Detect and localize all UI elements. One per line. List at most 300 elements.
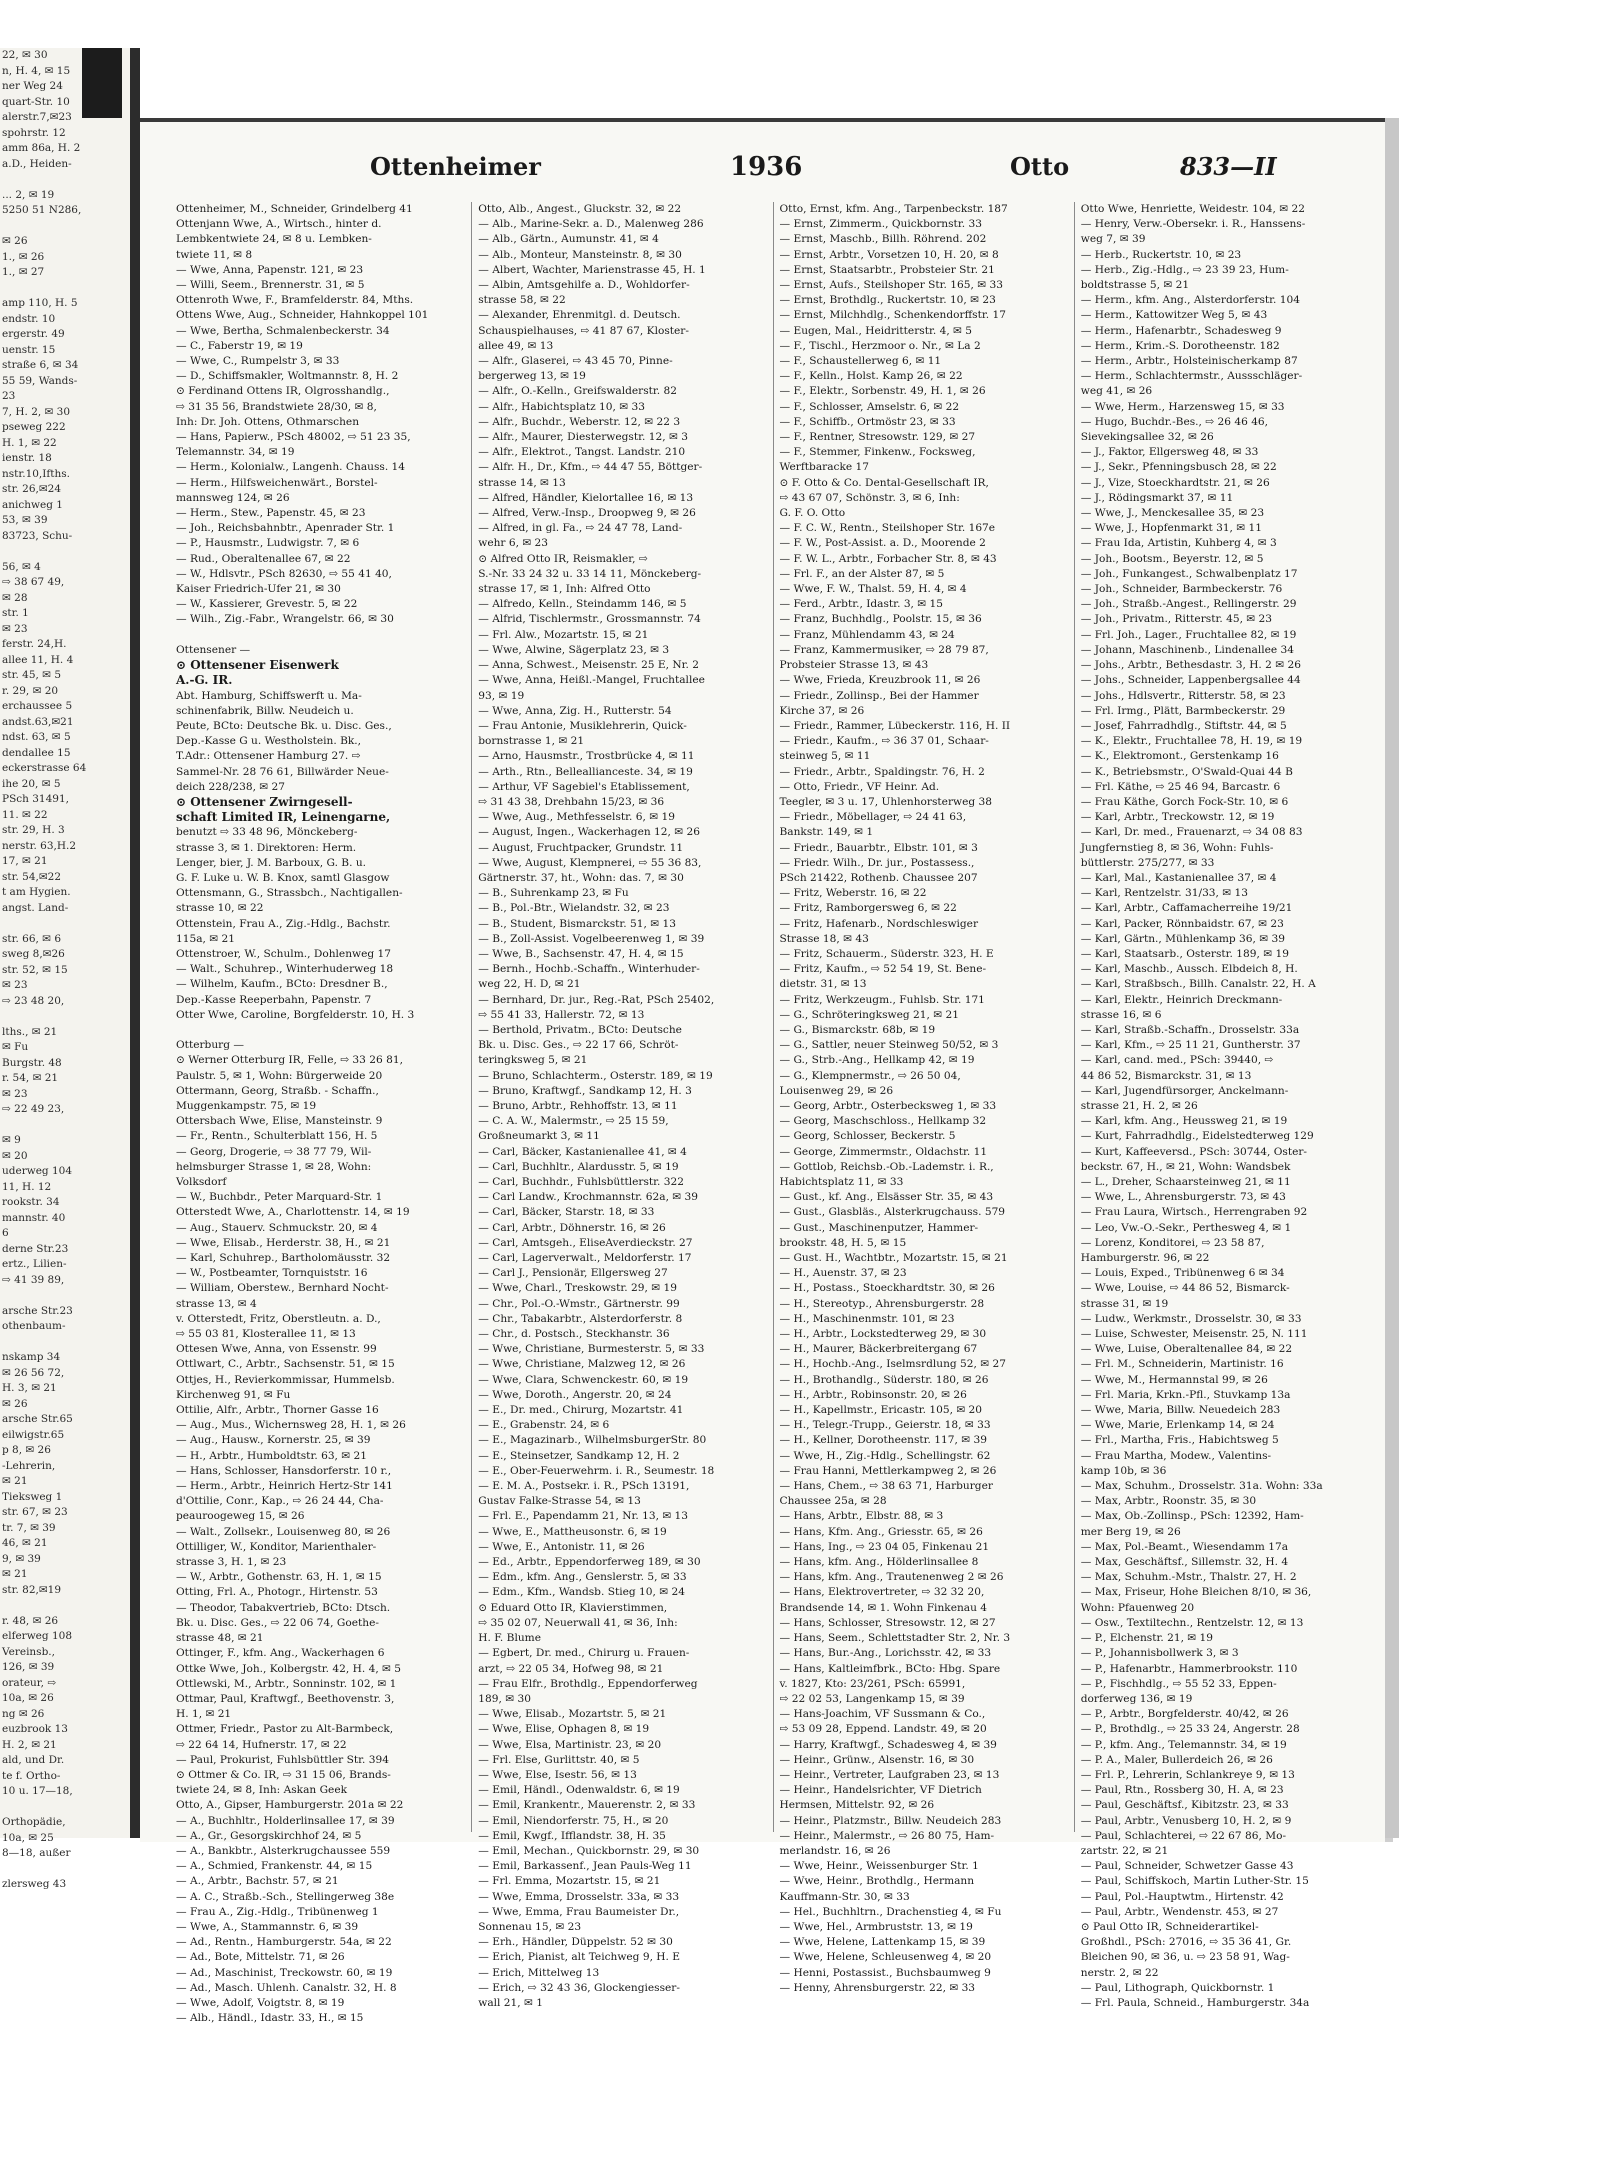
- fragment-line: rookstr. 34: [2, 1196, 60, 1208]
- fragment-line: Orthopädie,: [2, 1816, 66, 1828]
- directory-entry: — F., Schaustellerweg 6, ✉ 11: [779, 355, 942, 368]
- directory-entry: Kaiser Friedrich-Ufer 21, ✉ 30: [176, 583, 341, 596]
- directory-entry: Teegler, ✉ 3 u. 17, Uhlenhorsterweg 38: [779, 795, 992, 808]
- directory-entry: — Ad., Maschinist, Treckowstr. 60, ✉ 19: [176, 1966, 393, 1979]
- directory-entry: — Carl, Bäcker, Kastanienallee 41, ✉ 4: [478, 1145, 687, 1158]
- directory-entry: — Herb., Zig.-Hdlg., ⇨ 23 39 23, Hum-: [1080, 263, 1289, 276]
- directory-entry: — Hans, Elektrovertreter, ⇨ 32 32 20,: [779, 1586, 985, 1599]
- directory-entry: mannsweg 124, ✉ 26: [176, 491, 290, 504]
- directory-entry: — A., Arbtr., Bachstr. 57, ✉ 21: [176, 1875, 339, 1888]
- fragment-line: 83723, Schu-: [2, 529, 73, 542]
- fragment-line: othenbaum-: [2, 1320, 66, 1332]
- directory-entry: — Chr., Pol.-O.-Wmstr., Gärtnerstr. 99: [478, 1297, 680, 1310]
- directory-entry: Werftbaracke 17: [779, 461, 869, 474]
- fragment-line: Vereinsb.,: [2, 1645, 55, 1658]
- fragment-line: te f. Ortho-: [2, 1769, 61, 1782]
- directory-entry: — H., Stereotyp., Ahrensburgerstr. 28: [779, 1297, 985, 1310]
- fragment-line: a.D., Heiden-: [2, 157, 72, 170]
- directory-entry: — Hans, Kfm. Ang., Griesstr. 65, ✉ 26: [779, 1525, 983, 1538]
- directory-entry: — Ernst, Maschb., Billh. Röhrend. 202: [779, 233, 987, 246]
- directory-entry: — Frl. Else, Gurlittstr. 40, ✉ 5: [478, 1753, 640, 1766]
- directory-entry: ⊙ Paul Otto IR, Schneiderartikel-: [1080, 1920, 1259, 1933]
- directory-entry: — Frl. Maria, Krkn.-Pfl., Stuvkamp 13a: [1080, 1388, 1291, 1401]
- directory-entry: — Gust. H., Wachtbtr., Mozartstr. 15, ✉ 21: [779, 1252, 1008, 1265]
- directory-entry: ⊙ Ferdinand Ottens IR, Olgrosshandlg.,: [176, 385, 390, 398]
- directory-entry: — Carl, Buchhltr., Alardusstr. 5, ✉ 19: [478, 1160, 679, 1173]
- directory-entry: — H., Kapellmstr., Ericastr. 105, ✉ 20: [779, 1404, 983, 1417]
- directory-entry: — F. W. L., Arbtr., Forbacher Str. 8, ✉ 43: [779, 552, 997, 565]
- directory-entry: bornstrasse 1, ✉ 21: [478, 735, 585, 748]
- directory-entry: Lembkentwiete 24, ✉ 8 u. Lembken-: [176, 233, 372, 246]
- page-header: [170, 152, 1355, 192]
- directory-entry: — Hans, Ing., ⇨ 23 04 05, Finkenau 21: [779, 1540, 990, 1553]
- directory-entry: — Karl, Arbtr., Caffamacherreihe 19/21: [1080, 902, 1293, 915]
- fragment-line: amm 86a, H. 2: [2, 142, 81, 154]
- directory-entry: — Gust., Maschinenputzer, Hammer-: [779, 1221, 979, 1234]
- directory-entry: — Hel., Buchhltrn., Drachenstieg 4, ✉ Fu: [779, 1905, 1002, 1918]
- directory-entry: schaft Limited IR, Leinengarne,: [176, 810, 391, 825]
- directory-entry: Ottens Wwe, Aug., Schneider, Hahnkoppel 101: [176, 309, 429, 322]
- directory-entry: — Alfr., Buchdr., Weberstr. 12, ✉ 22 3: [478, 415, 681, 428]
- fragment-line: [0, 1118, 130, 1134]
- directory-entry: — Frl. Emma, Mozartstr. 15, ✉ 21: [478, 1875, 661, 1888]
- directory-entry: — Frl. Paula, Schneid., Hamburgerstr. 34a: [1080, 1996, 1310, 2009]
- fragment-line: H. 2, ✉ 21: [2, 1738, 57, 1751]
- directory-entry: H. 1, ✉ 21: [176, 1708, 232, 1721]
- directory-entry: — Alfred, Händler, Kielortallee 16, ✉ 13: [478, 491, 694, 504]
- header-year: 1936: [730, 152, 803, 182]
- directory-entry: — Paul, Arbtr., Venusberg 10, H. 2, ✉ 9: [1080, 1814, 1292, 1827]
- directory-entry: — Albert, Wachter, Marienstrasse 45, H. 1: [478, 263, 706, 276]
- directory-entry: — Herb., Ruckertstr. 10, ✉ 23: [1080, 248, 1242, 261]
- previous-page-fragment: [0, 48, 140, 1890]
- directory-entry: Ottilliger, W., Konditor, Marienthaler-: [176, 1540, 377, 1553]
- fragment-line: 5250 51 N286,: [2, 204, 82, 216]
- fragment-line: str. 54,✉22: [2, 870, 62, 883]
- directory-entry: — Heinr., Grünw., Alsenstr. 16, ✉ 30: [779, 1753, 975, 1766]
- directory-entry: — H., Telegr.-Trupp., Geierstr. 18, ✉ 33: [779, 1419, 991, 1432]
- directory-entry: — Kurt, Fahrradhdlg., Eidelstedterweg 129: [1080, 1130, 1314, 1143]
- fragment-line: quart-Str. 10: [2, 95, 70, 108]
- directory-entry: — Frl. F., an der Alster 87, ✉ 5: [779, 567, 945, 580]
- directory-entry: — A. C., Straßb.-Sch., Stellingerweg 38e: [176, 1890, 395, 1903]
- fragment-line: angst. Land-: [2, 901, 69, 914]
- directory-entry: — Karl, Elektr., Heinrich Dreckmann-: [1080, 993, 1283, 1006]
- directory-entry: — Aug., Hausw., Kornerstr. 25, ✉ 39: [176, 1434, 371, 1447]
- directory-entry: Sievekingsallee 32, ✉ 26: [1080, 431, 1214, 444]
- directory-entry: — P. A., Maler, Bullerdeich 26, ✉ 26: [1080, 1753, 1273, 1766]
- directory-entry: arzt, ⇨ 22 05 34, Hofweg 98, ✉ 21: [478, 1662, 664, 1675]
- directory-entry: — Gust., kf. Ang., Elsässer Str. 35, ✉ 43: [779, 1191, 994, 1204]
- directory-entry: — Erich, Mittelweg 13: [478, 1966, 600, 1979]
- directory-entry: — Karl, Packer, Rönnbaidstr. 67, ✉ 23: [1080, 917, 1284, 930]
- directory-entry: Dep.-Kasse G u. Westholstein. Bk.,: [176, 735, 362, 748]
- directory-entry: Ottenroth Wwe, F., Bramfelderstr. 84, Mths.: [176, 294, 414, 307]
- directory-entry: — Wwe, Elisab., Herderstr. 38, H., ✉ 21: [176, 1236, 391, 1249]
- directory-entry: — Frau Laura, Wirtsch., Herrengraben 92: [1080, 1206, 1308, 1219]
- directory-entry: — Hans, Schlosser, Stresowstr. 12, ✉ 27: [779, 1616, 996, 1629]
- directory-entry: nerstr. 2, ✉ 22: [1080, 1966, 1159, 1979]
- directory-entry: — H., Maurer, Bäckerbreitergang 67: [779, 1343, 978, 1356]
- directory-entry: — Egbert, Dr. med., Chirurg u. Frauen-: [478, 1647, 690, 1660]
- directory-entry: — Hans, kfm. Ang., Hölderlinsallee 8: [779, 1556, 979, 1569]
- directory-entry: — E., Steinsetzer, Sandkamp 12, H. 2: [478, 1449, 680, 1462]
- directory-entry: — Karl, Mal., Kastanienallee 37, ✉ 4: [1080, 871, 1277, 884]
- directory-entry: Sonnenau 15, ✉ 23: [478, 1920, 582, 1933]
- fragment-line: 11, H. 12: [2, 1180, 52, 1193]
- directory-entry: — Carl, Buchhdr., Fuhlsbüttlerstr. 322: [478, 1176, 684, 1188]
- directory-entry: — Karl, Maschb., Aussch. Elbdeich 8, H.: [1080, 963, 1298, 976]
- directory-entry: Ottmar, Paul, Kraftwgf., Beethovenstr. 3,: [176, 1692, 395, 1705]
- directory-entry: — Wwe, Emma, Drosselstr. 33a, ✉ 33: [478, 1890, 680, 1903]
- fragment-line: [0, 172, 130, 188]
- directory-entry: — Osw., Textiltechn., Rentzelstr. 12, ✉ 13: [1080, 1616, 1304, 1629]
- fragment-line: r. 29, ✉ 20: [2, 684, 59, 697]
- fragment-line: Tieksweg 1: [2, 1490, 63, 1503]
- directory-entry: — Frl. Joh., Lager., Fruchtallee 82, ✉ 19: [1080, 628, 1297, 641]
- directory-entry: — Gust., Glasbläs., Alsterkrugchauss. 579: [779, 1206, 1006, 1219]
- directory-entry: — G., Bismarckstr. 68b, ✉ 19: [779, 1023, 936, 1036]
- fragment-line: ✉ 28: [2, 591, 28, 604]
- directory-column-2: [471, 202, 772, 2009]
- directory-entry: — Gottlob, Reichsb.-Ob.-Lademstr. i. R.,: [779, 1160, 994, 1173]
- directory-entry: — K., Betriebsmstr., O'Swald-Quai 44 B: [1080, 765, 1293, 778]
- directory-entry: — Bruno, Kraftwgf., Sandkamp 12, H. 3: [478, 1084, 692, 1097]
- directory-entry: strasse 31, ✉ 19: [1080, 1297, 1169, 1310]
- directory-entry: Otterstedt Wwe, A., Charlottenstr. 14, ✉ 19: [176, 1206, 410, 1219]
- directory-entry: — Theodor, Tabakvertrieb, BCto: Dtsch.: [176, 1601, 391, 1614]
- directory-entry: ⇨ 31 35 56, Brandstwiete 28/30, ✉ 8,: [176, 400, 377, 413]
- directory-entry: — Ernst, Zimmerm., Quickbornstr. 33: [779, 218, 982, 231]
- directory-entry: wall 21, ✉ 1: [478, 1996, 543, 2009]
- fragment-line: straße 6, ✉ 34: [2, 359, 79, 371]
- directory-entry: Paulstr. 5, ✉ 1, Wohn: Bürgerweide 20: [176, 1069, 383, 1082]
- directory-entry: — G., Schröteringksweg 21, ✉ 21: [779, 1008, 959, 1021]
- fragment-line: [0, 1288, 130, 1304]
- directory-entry: — William, Oberstew., Bernhard Nocht-: [176, 1282, 389, 1295]
- fragment-line: 22, ✉ 30: [2, 49, 48, 61]
- directory-entry: — H., Arbtr., Humboldtstr. 63, ✉ 21: [176, 1449, 368, 1462]
- directory-entry: — Wwe, Frieda, Kreuzbrook 11, ✉ 26: [779, 674, 981, 687]
- directory-entry: — Joh., Straßb.-Angest., Rellingerstr. 29: [1080, 598, 1297, 611]
- fragment-line: nskamp 34: [2, 1351, 61, 1363]
- directory-entry: — Wwe, Heinr., Brothdlg., Hermann: [779, 1875, 975, 1888]
- fragment-line: 11. ✉ 22: [2, 808, 48, 821]
- fragment-line: 46, ✉ 21: [2, 1537, 48, 1549]
- directory-entry: Louisenweg 29, ✉ 26: [779, 1084, 894, 1097]
- fragment-line: 10a, ✉ 26: [2, 1692, 54, 1704]
- directory-entry: — Hans, Seem., Schlettstadter Str. 2, Nr. 3: [779, 1632, 1011, 1645]
- fragment-line: ✉ 9: [2, 1134, 21, 1146]
- fragment-line: 6: [2, 1227, 9, 1239]
- directory-entry: G. F. O. Otto: [779, 507, 846, 520]
- fragment-line: amp 110, H. 5: [2, 297, 78, 309]
- fragment-line: Burgstr. 48: [2, 1056, 62, 1069]
- directory-entry: — Karl, Rentzelstr. 31/33, ✉ 13: [1080, 887, 1249, 900]
- directory-entry: S.-Nr. 33 24 32 u. 33 14 11, Mönckeberg-: [478, 567, 702, 580]
- page-edge: [1385, 118, 1399, 1838]
- directory-entry: — Hans, Arbtr., Elbstr. 88, ✉ 3: [779, 1510, 944, 1523]
- fragment-line: 8—18, außer: [2, 1847, 71, 1859]
- directory-entry: steinweg 5, ✉ 11: [779, 750, 871, 763]
- directory-entry: Chaussee 25a, ✉ 28: [779, 1495, 887, 1508]
- directory-entry: — H., Arbtr., Robinsonstr. 20, ✉ 26: [779, 1388, 967, 1401]
- directory-entry: — Joh., Bootsm., Beyerstr. 12, ✉ 5: [1080, 552, 1264, 565]
- directory-entry: 44 86 52, Bismarckstr. 31, ✉ 13: [1080, 1069, 1252, 1082]
- directory-entry: — Emil, Kwgf., Ifflandstr. 38, H. 35: [478, 1829, 666, 1842]
- directory-entry: — Karl, Staatsarb., Osterstr. 189, ✉ 19: [1080, 947, 1289, 960]
- directory-entry: strasse 48, ✉ 21: [176, 1632, 264, 1645]
- directory-entry: — Albin, Amtsgehilfe a. D., Wohldorfer-: [478, 279, 690, 292]
- directory-entry: Schauspielhauses, ⇨ 41 87 67, Kloster-: [478, 324, 689, 337]
- directory-entry: — E., Magazinarb., WilhelmsburgerStr. 80: [478, 1434, 707, 1447]
- directory-entry: strasse 21, H. 2, ✉ 26: [1080, 1099, 1198, 1112]
- directory-entry: Ottenstroer, W., Schulm., Dohlenweg 17: [176, 947, 391, 960]
- directory-entry: — August, Fruchtpacker, Grundstr. 11: [478, 841, 684, 854]
- directory-entry: — Chr., d. Postsch., Steckhanstr. 36: [478, 1328, 670, 1341]
- directory-entry: — George, Zimmermstr., Oldachstr. 11: [779, 1145, 988, 1158]
- directory-entry: ⇨ 55 03 81, Klosterallee 11, ✉ 13: [176, 1328, 356, 1341]
- directory-entry: — A., Buchhltr., Holderlinsallee 17, ✉ 39: [176, 1814, 395, 1827]
- directory-entry: — Wwe, Luise, Oberaltenallee 84, ✉ 22: [1080, 1343, 1293, 1356]
- directory-entry: Strasse 18, ✉ 43: [779, 932, 869, 945]
- directory-entry: ⇨ 43 67 07, Schönstr. 3, ✉ 6, Inh:: [779, 491, 960, 504]
- fragment-line: [0, 916, 130, 932]
- directory-entry: — B., Pol.-Btr., Wielandstr. 32, ✉ 23: [478, 902, 670, 915]
- directory-entry: — Chr., Tabakarbtr., Alsterdorferstr. 8: [478, 1312, 683, 1325]
- directory-entry: Probsteier Strasse 13, ✉ 43: [779, 659, 929, 672]
- directory-entry: — F., Schlosser, Amselstr. 6, ✉ 22: [779, 400, 960, 413]
- directory-entry: — H., Arbtr., Lockstedterweg 29, ✉ 30: [779, 1328, 987, 1341]
- directory-entry: — Josef, Fahrradhdlg., Stiftstr. 44, ✉ 5: [1080, 719, 1287, 732]
- directory-entry: — Fritz, Werkzeugm., Fuhlsb. Str. 171: [779, 993, 985, 1006]
- directory-entry: Ottilie, Alfr., Arbtr., Thorner Gasse 16: [176, 1404, 379, 1417]
- directory-entry: — Wwe, Adolf, Voigtstr. 8, ✉ 19: [176, 1996, 345, 2009]
- fragment-line: mannstr. 40: [2, 1211, 66, 1224]
- directory-entry: — Hans, kfm. Ang., Trautenenweg 2 ✉ 26: [779, 1571, 1004, 1584]
- directory-entry: — Georg, Maschschloss., Hellkamp 32: [779, 1115, 987, 1128]
- header-left-name: Ottenheimer: [370, 152, 541, 181]
- directory-entry: allee 49, ✉ 13: [478, 339, 554, 352]
- directory-entry: ⇨ 22 64 14, Hufnerstr. 17, ✉ 22: [176, 1738, 347, 1751]
- directory-entry: — Wwe, F. W., Thalst. 59, H. 4, ✉ 4: [779, 583, 967, 596]
- directory-entry: A.-G. IR.: [176, 673, 233, 688]
- directory-entry: Gärtnerstr. 37, ht., Wohn: das. 7, ✉ 30: [478, 871, 684, 884]
- directory-entry: — Alb., Händl., Idastr. 33, H., ✉ 15: [176, 2012, 364, 2025]
- fragment-line: ferstr. 24,H.: [2, 638, 67, 650]
- directory-entry: — Karl, Jugendfürsorger, Anckelmann-: [1080, 1084, 1289, 1097]
- directory-entry: — Alfr., O.-Kelln., Greifswalderstr. 82: [478, 385, 678, 398]
- directory-entry: 189, ✉ 30: [478, 1692, 531, 1705]
- directory-entry: — J., Rödingsmarkt 37, ✉ 11: [1080, 491, 1234, 504]
- directory-entry: Muggenkampstr. 75, ✉ 19: [176, 1099, 317, 1112]
- directory-entry: — P., Hausmstr., Ludwigstr. 7, ✉ 6: [176, 537, 360, 550]
- fragment-line: erchaussee 5: [2, 700, 73, 712]
- fragment-line: [0, 1800, 130, 1816]
- fragment-line: ndst. 63, ✉ 5: [2, 731, 71, 743]
- directory-column-3: [773, 202, 1074, 1994]
- directory-entry: — Hugo, Buchdr.-Bes., ⇨ 26 46 46,: [1080, 415, 1269, 428]
- directory-entry: — Fritz, Hafenarb., Nordschleswiger: [779, 917, 979, 930]
- directory-entry: — P., Fischhdlg., ⇨ 55 52 33, Eppen-: [1080, 1677, 1277, 1690]
- fragment-line: [0, 1009, 130, 1025]
- fragment-line: ⇨ 22 49 23,: [2, 1103, 65, 1115]
- directory-entry: — Wwe, Anna, Heißl.-Mangel, Fruchtallee: [478, 674, 705, 687]
- directory-entry: — Emil, Barkassenf., Jean Pauls-Weg 11: [478, 1860, 692, 1873]
- directory-entry: — Wwe, Emma, Frau Baumeister Dr.,: [478, 1905, 680, 1918]
- directory-entry: — Karl, Schuhrep., Bartholomäusstr. 32: [176, 1252, 391, 1265]
- directory-entry: Ottinger, F., kfm. Ang., Wackerhagen 6: [176, 1647, 385, 1660]
- directory-entry: Bk. u. Disc. Ges., ⇨ 22 06 74, Goethe-: [176, 1616, 379, 1629]
- directory-entry: — Harry, Kraftwgf., Schadesweg 4, ✉ 39: [779, 1738, 997, 1751]
- fragment-line: [0, 1598, 130, 1614]
- directory-entry: — Joh., Reichsbahnbtr., Apenrader Str. 1: [176, 522, 395, 535]
- directory-entry: — Paul, Schneider, Schwetzer Gasse 43: [1080, 1860, 1294, 1873]
- fragment-line: alerstr.7,✉23: [2, 111, 72, 123]
- directory-entry: — Alb., Gärtn., Aumunstr. 41, ✉ 4: [478, 233, 659, 246]
- directory-entry: Ottersbach Wwe, Elise, Mansteinstr. 9: [176, 1115, 383, 1128]
- directory-entry: — Eugen, Mal., Heidritterstr. 4, ✉ 5: [779, 324, 973, 337]
- directory-entry: — Frl. Käthe, ⇨ 25 46 94, Barcastr. 6: [1080, 780, 1281, 793]
- directory-entry: — Carl, Amtsgeh., EliseAverdieckstr. 27: [478, 1236, 693, 1249]
- fragment-line: dendallee 15: [2, 746, 71, 759]
- directory-entry: — Carl, Lagerverwalt., Meldorferstr. 17: [478, 1252, 692, 1265]
- directory-entry: — Walt., Schuhrep., Winterhuderweg 18: [176, 963, 394, 976]
- directory-entry: — W., Postbeamter, Tornquiststr. 16: [176, 1267, 368, 1280]
- directory-entry: H. F. Blume: [478, 1632, 541, 1645]
- fragment-line: lths., ✉ 21: [2, 1025, 58, 1038]
- fragment-line: [0, 1335, 130, 1351]
- directory-entry: — E., Dr. med., Chirurg, Mozartstr. 41: [478, 1404, 684, 1417]
- directory-entry: — Wwe, Anna, Zig. H., Rutterstr. 54: [478, 704, 672, 717]
- directory-entry: — G., Sattler, neuer Steinweg 50/52, ✉ 3: [779, 1039, 999, 1052]
- directory-entry: Ottke Wwe, Joh., Kolbergstr. 42, H. 4, ✉ 5: [176, 1662, 402, 1675]
- directory-entry: — Wwe, Christiane, Malzweg 12, ✉ 26: [478, 1358, 686, 1371]
- fragment-line: euzbrook 13: [2, 1723, 68, 1735]
- directory-entry: — Emil, Händl., Odenwaldstr. 6, ✉ 19: [478, 1784, 680, 1797]
- directory-entry: deich 228/238, ✉ 27: [176, 780, 286, 793]
- directory-entry: — Hans, Papierw., PSch 48002, ⇨ 51 23 35,: [176, 431, 411, 444]
- directory-entry: — Arthur, VF Sagebiel's Etablissement,: [478, 780, 690, 793]
- directory-entry: — Erh., Händler, Düppelstr. 52 ✉ 30: [478, 1936, 673, 1949]
- directory-entry: weg 7, ✉ 39: [1080, 233, 1146, 246]
- directory-entry: — Georg, Arbtr., Osterbecksweg 1, ✉ 33: [779, 1099, 997, 1112]
- directory-entry: strasse 16, ✉ 6: [1080, 1008, 1162, 1021]
- fragment-line: 17, ✉ 21: [2, 855, 48, 867]
- directory-entry: — F. W., Post-Assist. a. D., Moorende 2: [779, 537, 986, 550]
- directory-entry: — Wwe, Doroth., Angerstr. 20, ✉ 24: [478, 1388, 672, 1401]
- directory-page: [140, 118, 1385, 2025]
- directory-entry: kamp 10b, ✉ 36: [1080, 1464, 1167, 1477]
- directory-entry: — Friedr. Wilh., Dr. jur., Postassess.,: [779, 856, 975, 869]
- directory-entry: Kirchenweg 91, ✉ Fu: [176, 1388, 291, 1401]
- fragment-line: 1., ✉ 27: [2, 266, 45, 278]
- directory-entry: — Alexander, Ehrenmitgl. d. Deutsch.: [478, 309, 681, 322]
- directory-entry: — Erich, Pianist, alt Teichweg 9, H. E: [478, 1951, 681, 1964]
- directory-entry: twiete 24, ✉ 8, Inh: Askan Geek: [176, 1784, 348, 1797]
- directory-entry: — P., Hafenarbtr., Hammerbrookstr. 110: [1080, 1662, 1298, 1675]
- directory-entry: — Herm., Arbtr., Holsteinischerkamp 87: [1080, 355, 1298, 368]
- directory-entry: — Karl, Arbtr., Treckowstr. 12, ✉ 19: [1080, 811, 1275, 824]
- directory-entry: — Ernst, Brothdlg., Ruckertstr. 10, ✉ 23: [779, 294, 996, 307]
- directory-entry: — Ernst, Milchhdlg., Schenkendorffstr. 17: [779, 309, 1006, 322]
- directory-entry: — Wwe, Maria, Billw. Neuedeich 283: [1080, 1404, 1281, 1417]
- directory-entry: — H., Auenstr. 37, ✉ 23: [779, 1267, 907, 1280]
- directory-entry: — Alfredo, Kelln., Steindamm 146, ✉ 5: [478, 598, 687, 611]
- directory-entry: — Herm., Arbtr., Heinrich Hertz-Str 141: [176, 1480, 393, 1493]
- directory-entry: — Carl J., Pensionär, Ellgersweg 27: [478, 1267, 668, 1280]
- directory-entry: — Frau Ida, Artistin, Kuhberg 4, ✉ 3: [1080, 537, 1277, 550]
- fragment-line: endstr. 10: [2, 312, 56, 325]
- directory-entry: — P., Elchenstr. 21, ✉ 19: [1080, 1632, 1214, 1645]
- directory-entry: Ottenstein, Frau A., Zig.-Hdlg., Bachstr.: [176, 917, 391, 930]
- fragment-line: nerstr. 63,H.2: [2, 839, 77, 852]
- directory-entry: — F., Kelln., Holst. Kamp 26, ✉ 22: [779, 370, 963, 383]
- directory-entry: — Henny, Ahrensburgerstr. 22, ✉ 33: [779, 1981, 976, 1994]
- directory-entry: — Frau Martha, Modew., Valentins-: [1080, 1449, 1272, 1462]
- directory-entry: ⇨ 53 09 28, Eppend. Landstr. 49, ✉ 20: [779, 1723, 987, 1736]
- directory-entry: Otting, Frl. A., Photogr., Hirtenstr. 53: [176, 1586, 378, 1599]
- directory-entry: — Hans-Joachim, VF Sussmann & Co.,: [779, 1708, 986, 1721]
- directory-entry: — Friedr., Arbtr., Spaldingstr. 76, H. 2: [779, 765, 985, 778]
- directory-entry: Ottesen Wwe, Anna, von Essenstr. 99: [176, 1343, 377, 1356]
- directory-entry: merlandstr. 16, ✉ 26: [779, 1844, 891, 1857]
- directory-entry: Wohn: Pfauenweg 20: [1080, 1601, 1195, 1614]
- fragment-line: ✉ 20: [2, 1149, 28, 1162]
- directory-entry: — F., Schiffb., Ortmöstr 23, ✉ 33: [779, 415, 956, 428]
- directory-entry: Ottlwart, C., Arbtr., Sachsenstr. 51, ✉ 15: [176, 1358, 395, 1371]
- directory-entry: — Ad., Masch. Uhlenh. Canalstr. 32, H. 8: [176, 1981, 397, 1994]
- fragment-line: n, H. 4, ✉ 15: [2, 64, 71, 77]
- directory-entry: — Hans, Kaltleimfbrk., BCto: Hbg. Spare: [779, 1662, 1001, 1675]
- fragment-line: str. 67, ✉ 23: [2, 1506, 68, 1518]
- fragment-line: str. 52, ✉ 15: [2, 963, 68, 976]
- directory-entry: v. Otterstedt, Fritz, Oberstleutn. a. D.,: [176, 1312, 381, 1325]
- directory-entry: — Wwe, L., Ahrensburgerstr. 73, ✉ 43: [1080, 1191, 1286, 1204]
- directory-entry: — Louis, Exped., Tribünenweg 6 ✉ 34: [1080, 1267, 1285, 1280]
- directory-entry: beckstr. 67, H., ✉ 21, Wohn: Wandsbek: [1080, 1160, 1291, 1173]
- directory-entry: — Fritz, Schauerm., Süderstr. 323, H. E: [779, 947, 994, 960]
- directory-entry: ⇨ 55 41 33, Hallerstr. 72, ✉ 13: [478, 1008, 645, 1021]
- fragment-line: H. 3, ✉ 21: [2, 1382, 57, 1394]
- directory-entry: — Max, Pol.-Beamt., Wiesendamm 17a: [1080, 1540, 1289, 1553]
- directory-entry: — Wwe, Marie, Erlenkamp 14, ✉ 24: [1080, 1419, 1275, 1432]
- directory-entry: — W., Hdlsvtr., PSch 82630, ⇨ 55 41 40,: [176, 567, 392, 580]
- directory-entry: — Herm., Krim.-S. Dorotheenstr. 182: [1080, 339, 1280, 352]
- directory-entry: boldtstrasse 5, ✉ 21: [1080, 279, 1190, 292]
- directory-entry: benutzt ⇨ 33 48 96, Mönckeberg-: [176, 826, 358, 839]
- directory-entry: — Arth., Rtn., Belleallianceste. 34, ✉ 19: [478, 765, 693, 778]
- directory-entry: — Frl. E., Papendamm 21, Nr. 13, ✉ 13: [478, 1510, 689, 1523]
- directory-entry: — Wwe, E., Mattheusonstr. 6, ✉ 19: [478, 1525, 667, 1538]
- fragment-line: [0, 544, 130, 560]
- directory-entry: — Paul, Arbtr., Wendenstr. 453, ✉ 27: [1080, 1905, 1279, 1918]
- fragment-line: elferweg 108: [2, 1630, 72, 1642]
- directory-entry: — A., Gr., Gesorgskirchhof 24, ✉ 5: [176, 1829, 362, 1842]
- fragment-line: nstr.10,Ifths.: [2, 467, 71, 480]
- fragment-line: r. 54, ✉ 21: [2, 1072, 59, 1084]
- directory-entry: — Wwe, Anna, Papenstr. 121, ✉ 23: [176, 263, 364, 276]
- directory-entry: — E., Grabenstr. 24, ✉ 6: [478, 1419, 610, 1432]
- fragment-line: [0, 1862, 130, 1878]
- directory-entry: — Willi, Seem., Brennerstr. 31, ✉ 5: [176, 279, 365, 292]
- fragment-line: -Lehrerin,: [2, 1459, 56, 1472]
- fragment-line: ertz., Lilien-: [2, 1258, 67, 1270]
- directory-entry: — Johs., Arbtr., Bethesdastr. 3, H. 2 ✉ 26: [1080, 659, 1301, 672]
- directory-entry: — Wwe, Elisab., Mozartstr. 5, ✉ 21: [478, 1708, 667, 1721]
- directory-entry: — Edm., kfm. Ang., Genslerstr. 5, ✉ 33: [478, 1571, 687, 1584]
- fragment-line: t am Hygien.: [2, 886, 71, 898]
